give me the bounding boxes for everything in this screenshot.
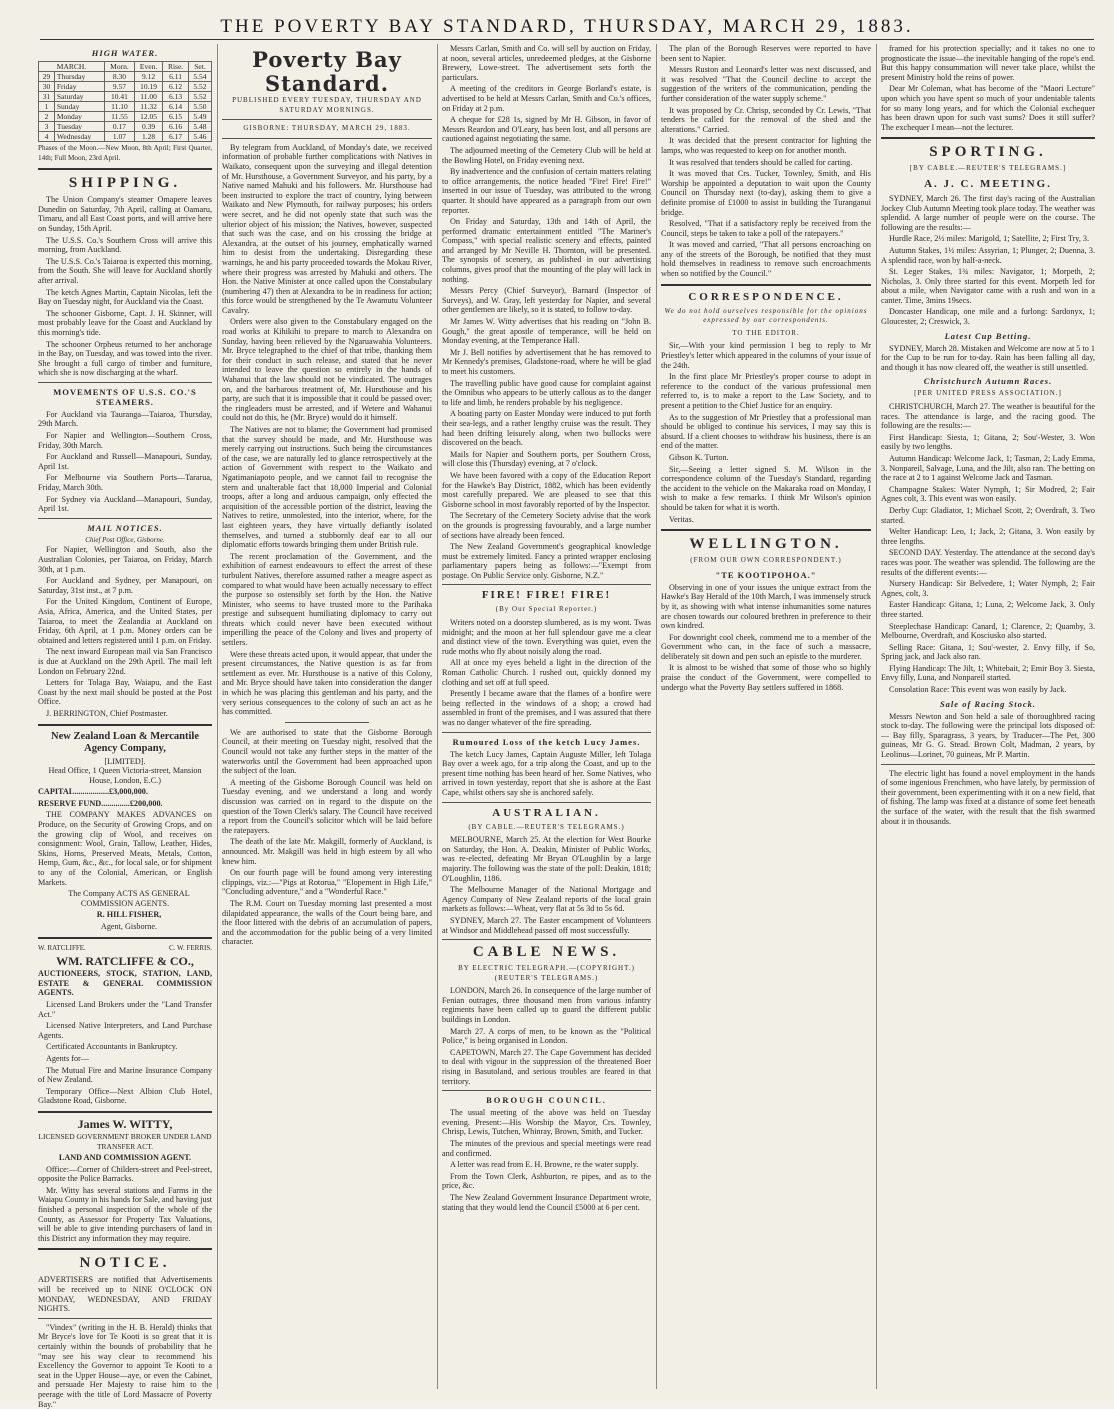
tide-cell: 6.14 bbox=[163, 102, 189, 112]
tide-cell: 11.55 bbox=[104, 112, 134, 122]
shipping-item: The U.S.S. Co.'s Southern Cross will arrive this morning, from Auckland. bbox=[38, 235, 212, 255]
rule bbox=[38, 518, 212, 519]
fire-paragraph: Presently I became aware that the flames of a bonfire were being reflected in the windows of a shop; a crowd had assembled in front of the premises, and I was assured that there was no danger whatever of the fire spreading. bbox=[442, 689, 651, 727]
mail-item: For the United Kingdom, Continent of Europe, Asia, Africa, America, and the United States, per Taiaroa, to meet the Zealandia at Auckland on Friday, 6th April, at 1 p.m. Money orders can be obtained and letters registered until 1 p.m. on Friday. bbox=[38, 597, 212, 645]
tide-cell: 0.39 bbox=[134, 122, 162, 132]
intro-text: framed for his protection specially; and it takes no one to prognosticate the issue—the inevitable hanging of the rope's end. But this happy consummation will never take place, whilst the present Ministry hold the reins of power. bbox=[881, 44, 1095, 82]
rule bbox=[442, 584, 651, 585]
tide-cell: 9.12 bbox=[134, 72, 162, 82]
tide-cell: 10.41 bbox=[104, 92, 134, 102]
rule bbox=[442, 802, 651, 803]
editorial-paragraph: Orders were also given to the Constabulary engaged on the road works at Kihikihi to prepare to march to Alexandra on Sunday, having been relieved by the Ngaruawahia Volunteers. Mr. Bryce telegraphed to the chief of that tribe, thanking them for their conduct in such release, and stated that he never intended to leave the question so entirely in the hands of Wahanui that the law should not be vindicated. The outrages on, and the barbarous treatment of, Mr. Hursthouse and his party, are such that it is impossible that it could be passed over; the ringleaders must be arrested, and if Wetere and Wahanui could not do this, he (Mr. Bryce) would do it himself. bbox=[222, 317, 432, 423]
race-result: Flying Handicap: The Jilt, 1; Whitebait, 2; Emir Boy 3. Siesta, Envy filly, Luna, and Nonpareil started. bbox=[881, 663, 1095, 683]
rule bbox=[442, 939, 651, 940]
cable-news bbox=[442, 986, 651, 1086]
tide-cell: 1.07 bbox=[104, 132, 134, 142]
tide-cell: 30 bbox=[39, 82, 55, 92]
nz-loan-heading: New Zealand Loan & Mercantile Agency Company, bbox=[51, 730, 199, 754]
race-result: Derby Cup: Gladiator, 1; Michael Scott, 2; Overdraft, 3. Two started. bbox=[881, 505, 1095, 525]
tide-header-morn: Morn. bbox=[104, 62, 134, 72]
letter-paragraph: In the first place Mr Priestley's proper course to adopt in reference to the conduct of the various professional men referred to, is to make a report to the Law Society, and to present a petition to the Chief Justice for an enquiry. bbox=[661, 372, 871, 410]
column-5 bbox=[881, 44, 1095, 1389]
race-result: SYDNEY, March 26. The first day's racing of the Australian Jockey Club Autumn Meeting took place today. The weather was splendid. A large number of people were on the course. The following are the results:— bbox=[881, 193, 1095, 232]
tide-title: HIGH WATER. bbox=[91, 48, 159, 58]
news-paragraph: The Secretary of the Cemetery Society advise that the work on the grounds is progressing favourably, and a large number of sections have already been fenced. bbox=[442, 511, 651, 540]
wellington-paragraph: Observing in one of your issues the unique extract from the Hawke's Bay Herald of the 10th March, I was immensely struck by it, as showing with what intense inhumanities some natures are chosen towards our coloured brethren in preference to their own kindred. bbox=[661, 582, 871, 631]
notice-heading: NOTICE. bbox=[79, 1255, 171, 1272]
movement-item: For Napier and Wellington—Southern Cross, Friday, 30th March. bbox=[38, 431, 212, 450]
rule bbox=[442, 1090, 651, 1091]
rule bbox=[442, 732, 651, 733]
publication-schedule: PUBLISHED EVERY TUESDAY, THURSDAY AND SATURDAY MORNINGS. bbox=[232, 96, 422, 114]
editorial-paragraph: By telegram from Auckland, of Monday's date, we received information of probable further complications with Natives in Waikato, consequent upon the surveying and illegal detention of Mr. Hursthouse, a Government Surveyor, and his party, by a Native named Mahuki and his followers. Mr. Hursthouse had been instructed to explore the tract of country, lying between Waikato and New Plymouth, for railway purposes; his orders were secret, and he did not openly state that such was the ulterior object of his mission; the Natives, however, suspected that such was the case, and on his crossing the bridge at Alexandra, at the outset of his journey, emphatically warned him to desist from the undertaking. Disregarding these warnings, he and his party proceeded towards the Mokau River, where their progress was arrested by Mahuki and others. The Hon. the Native Minister at once called upon the Constabulary (numbering 47) then at Alexandra to be in readiness for action; this force would be strengthened by the Te Awamutu Volunteer Cavalry. bbox=[222, 142, 432, 315]
rule bbox=[38, 168, 212, 170]
borough-paragraph: It was decided that the present contractor for lighting the lamps, who was requested to keep on for another month. bbox=[661, 136, 871, 155]
rule bbox=[38, 1318, 212, 1319]
movement-item: For Melbourne via Southern Ports—Tararua, Friday, March 30th. bbox=[38, 473, 212, 493]
correspondence-note: We do not hold ourselves responsible for the opinions expressed by our correspondents. bbox=[664, 306, 868, 325]
tide-cell: 1 bbox=[39, 102, 55, 112]
rule bbox=[38, 1248, 212, 1250]
vindex-text: "Vindex" (writing in the H. B. Herald) thinks that Mr Bryce's love for Te Kooti is so great that it is certainly within the bounds of probability that he "may see his way clear to recommend his Excellency the Governor to appoint Te Kooti to a seat in the Upper House—aye, or even the Cabinet, and persuade Her Majesty to raise him to the peerage with the title of Lord Massacre of Poverty Bay." bbox=[38, 1322, 212, 1409]
ferris-name: C. W. FERRIS. bbox=[169, 943, 212, 952]
tide-cell: 12.05 bbox=[134, 112, 162, 122]
editorial-paragraph: Were these threats acted upon, it would appear, that under the present circumstances, the Native question is as far from settlement as ever. Mr. Hursthouse is a native of this Colony, and Mr. Bryce should have taken into consideration the danger in which he was placing this gentleman and his party, and the very serious consequences to the colony of such an act as he has committed. bbox=[222, 649, 432, 717]
tide-cell: 0.17 bbox=[104, 122, 134, 132]
borough-news bbox=[442, 1108, 651, 1212]
tide-header-month: MARCH. bbox=[39, 62, 105, 72]
tide-cell: Monday bbox=[54, 112, 104, 122]
borough-paragraph: It was resolved that tenders should be called for carting. bbox=[669, 157, 853, 167]
news-paragraph: We have been favored with a copy of the Education Report for the Hawke's Bay District, 1882, which has been evidently most carefully prepared. We are pleased to see that this Gisborne school in most favorably reported of by the Inspector. bbox=[442, 470, 651, 509]
news-paragraph: The adjourned meeting of the Cemetery Club will be held at the Bowling Hotel, on Friday evening next. bbox=[442, 145, 651, 165]
rule bbox=[38, 382, 212, 383]
rule bbox=[38, 937, 212, 939]
mail-list bbox=[38, 545, 212, 718]
correspondence-to: TO THE EDITOR. bbox=[732, 328, 800, 337]
borough-continued bbox=[661, 44, 871, 279]
rule bbox=[38, 724, 212, 726]
tide-cell: 6.15 bbox=[163, 112, 189, 122]
ajc-heading: A. J. C. MEETING. bbox=[924, 177, 1052, 190]
local-news bbox=[222, 728, 432, 947]
news-paragraph: A cheque for £28 1s, signed by Mr H. Gibson, in favor of Messrs Reardon and O'Leary, has been lost, and all persons are cautioned against negotiating the same. bbox=[442, 115, 651, 144]
borough-paragraph: It was moved that Crs. Tucker, Townley, Smith, and His Worship be appointed a deputation to wait upon the County Council on Thursday next (to-day), asking them to give a definite promise of £1000 to assist in building the Turanganui bridge. bbox=[661, 169, 871, 217]
tide-cell: 11.32 bbox=[134, 102, 162, 112]
tide-row bbox=[39, 102, 212, 112]
borough-paragraph: It was moved and carried, "That all persons encroaching on any of the streets of the Borough, be notified that they must hold themselves in readiness to remove such encroachments when so notified by the Council." bbox=[661, 240, 871, 279]
tide-cell: 6.11 bbox=[163, 72, 189, 82]
race-result: Nursery Handicap: Sir Belvedere, 1; Water Nymph, 2; Fair Agnes, colt, 3. bbox=[881, 579, 1095, 598]
witty-text: Mr. Witty has several stations and Farms in the Waiapu County in his hands for Sale, and having just finished a personal inspection of the whole of the County, as Assessor for Property Tax Valuations, will be able to give intending purchasers of land in this District any information they may require. bbox=[38, 1185, 212, 1243]
news-paragraph: Messrs Percy (Chief Surveyor), Barnard (Inspector of Surveys), and W. Gray, left yesterday for Napier, and several other gentlemen are likely, so it is stated, to follow to-day. bbox=[442, 286, 651, 315]
ratcliffe-line: Temporary Office—Next Albion Club Hotel, Gladstone Road, Gisborne. bbox=[38, 1086, 212, 1106]
column-divider bbox=[437, 44, 438, 1389]
masthead: THE POVERTY BAY STANDARD, THURSDAY, MARCH 29, 1883. bbox=[40, 10, 1094, 40]
moon-phases: Phases of the Moon.—New Moon, 8th April; First Quarter, 14th; Full Moon, 23rd April. bbox=[38, 144, 212, 162]
betting-heading: Latest Cup Betting. bbox=[944, 330, 1032, 341]
rule bbox=[38, 1111, 212, 1113]
borough-paragraph: A letter was read from E. H. Browne, re the water supply. bbox=[450, 1160, 639, 1170]
borough-paragraph: It was proposed by Cr. Chrisp, seconded by Cr. Lewis, "That tenders be called for the removal of the shed and the alterations." Carried. bbox=[661, 105, 871, 134]
news-paragraph: The New Zealand Government's geographical knowledge must be extremely limited. Fancy a printed wrapper enclosing parliamentary papers being as follows:—"Exempt from postage. On Public Service only. Gisborne, N.Z." bbox=[442, 542, 651, 580]
shipping-item: The schooner Gisborne, Capt. J. H. Skinner, will most probably leave for the Coast and Auckland by this morning's tide. bbox=[38, 308, 212, 337]
tide-cell: Friday bbox=[54, 82, 104, 92]
tide-header-rise: Rise. bbox=[163, 62, 189, 72]
news-paragraph: The death of the late Mr. Makgill, formerly of Auckland, is announced. Mr. Makgill was held in high esteem by all who knew him. bbox=[222, 837, 432, 866]
ratcliffe-line: Licensed Native Interpreters, and Land Purchase Agents. bbox=[38, 1021, 212, 1040]
tide-header-set: Set. bbox=[188, 62, 211, 72]
tide-cell: 8.30 bbox=[104, 72, 134, 82]
mail-heading: MAIL NOTICES. bbox=[87, 522, 163, 533]
rule bbox=[881, 137, 1095, 139]
news-paragraph: On Friday and Saturday, 13th and 14th of April, the performed dramatic entertainment entitled "The Mariner's Compass," with special realistic scenery and effects, painted and arranged by Mr Neville H. Thornton, will be presented. The synopsis of scenery, as published in our advertising columns, gives proof that the mounting of the play will lack in nothing. bbox=[442, 217, 651, 284]
tide-row bbox=[39, 122, 212, 132]
rumoured-heading: Rumoured Loss of the ketch Lucy James. bbox=[452, 736, 641, 747]
fire-heading: FIRE! FIRE! FIRE! bbox=[481, 589, 612, 602]
fire-paragraph: All at once my eyes beheld a light in the direction of the Roman Catholic Church. I rushed out, quickly donned my clothing and set off at full speed. bbox=[442, 658, 651, 687]
race-result: Doncaster Handicap, one mile and a furlong: Sardonyx, 1; Gloucester, 2; Creswick, 3. bbox=[881, 307, 1095, 327]
tide-cell: 29 bbox=[39, 72, 55, 82]
news-paragraph: We are authorised to state that the Gisborne Borough Council, at their meeting on Tuesday night, resolved that the Council would not take any further steps in the matter of the waterworks until the Government had been approached upon the subject of the loan. bbox=[222, 727, 432, 776]
tide-cell: Sunday bbox=[54, 102, 104, 112]
nz-loan-agents: The Company ACTS AS GENERAL COMMISSION AGENTS. bbox=[68, 889, 190, 908]
intro-text-2: Dear Mr Coleman, what has become of the "Maori Lecture" upon which you have spent so much of your undeniable talents for so many long years, and for which the Colonial exchequer has been drawn upon for such vast sums? Does it still suffer? The exchequer I mean—not the lecturer. bbox=[881, 84, 1095, 132]
ratcliffe-line: Certificated Accountants in Bankruptcy. bbox=[46, 1042, 178, 1052]
paper-title: Poverty Bay Standard. bbox=[252, 47, 402, 96]
news-paragraph: A meeting of the creditors in George Borland's estate, is advertised to be held at Messrs Carlan, Smith and Co.'s offices, on Friday at 2 p.m. bbox=[442, 84, 651, 113]
race-result: CHRISTCHURCH, March 27. The weather is beautiful for the races. The attendance is large, and the racing good. The following are the results:— bbox=[881, 402, 1095, 431]
sale-text: Messrs Newton and Son held a sale of thoroughbred racing stock to-day. The following were the principal lots disposed of:— Bay filly, Sparagrass, 3 years, by Traducer—The Pet, 300 guineas, Mr G. G. Stead. Brown Colt, Madman, 2 years, by Leolinus—Lorinet, 70 guineas, Mr P. Martin. bbox=[881, 711, 1095, 760]
tide-cell: 6.17 bbox=[163, 132, 189, 142]
rule bbox=[222, 119, 432, 120]
cable-heading: CABLE NEWS. bbox=[472, 944, 621, 961]
tide-cell: 1.28 bbox=[134, 132, 162, 142]
nz-loan-reserve: RESERVE FUND..............£200,000. bbox=[38, 798, 163, 808]
column-4 bbox=[661, 44, 871, 1389]
tide-row bbox=[39, 92, 212, 102]
mail-item: J. BERRINGTON, Chief Postmaster. bbox=[46, 708, 168, 718]
column-2 bbox=[222, 44, 432, 1389]
ratcliffe-line: Agents for— bbox=[46, 1053, 89, 1063]
race-result: First Handicap: Siesta, 1; Gitana, 2; Sou'-Wester, 3. Won easily by two lengths. bbox=[881, 432, 1095, 452]
news-paragraph: Mails for Napier and Southern ports, per Southern Cross, will close this (Thursday) evening, at 7 o'clock. bbox=[442, 449, 651, 469]
rule bbox=[661, 529, 871, 531]
australian-paragraph: The Melbourne Manager of the National Mortgage and Agency Company of New Zealand reports of the local grain markets as follows:—Wheat, very flat at 5s 3d to 5s 6d. bbox=[442, 885, 651, 914]
race-result: Autumn Stakes, 1½ miles: Assyrian, 1; Plunger, 2; Duenna, 3. A splendid race, won by half-a-neck. bbox=[881, 245, 1095, 265]
notice-text: ADVERTISERS are notified that Advertisements will be received up to NINE O'CLOCK ON MONDAY, WEDNESDAY, AND FRIDAY NIGHTS. bbox=[38, 1275, 212, 1314]
borough-paragraph: Resolved, "That if a satisfactory reply be received from the Council, steps be taken to take a poll of the ratepayers." bbox=[661, 219, 871, 238]
tide-cell: 5.49 bbox=[188, 112, 211, 122]
tide-header-even: Even. bbox=[134, 62, 162, 72]
australian-heading: AUSTRALIAN. bbox=[492, 806, 601, 819]
news-paragraph: The travelling public have good cause for complaint against the Omnibus who appears to be utterly callous as to the danger to life and limb, he renders probable by his negligence. bbox=[442, 378, 651, 407]
witty-office: Office:—Corner of Childers-street and Peel-street, opposite the Police Barracks. bbox=[38, 1164, 212, 1184]
ratcliffe-text: AUCTIONEERS, STOCK, STATION, LAND, ESTATE & GENERAL COMMISSION AGENTS. bbox=[38, 969, 212, 998]
witty-land: LAND AND COMMISSION AGENT. bbox=[58, 1153, 192, 1163]
tide-row bbox=[39, 132, 212, 142]
news-paragraph: A meeting of the Gisborne Borough Council was held on Tuesday evening, and we understand a long and wordy discussion was carried on in regard to the dispute on the question of the Town Clerk's salary. The Council have received a report from the Council's solicitor which will be laid before the ratepayers. bbox=[222, 777, 432, 835]
tide-cell: Thursday bbox=[54, 72, 104, 82]
race-result: Welter Handicap: Leo, 1; Jack, 2; Gitana, 3. Won easily by three lengths. bbox=[881, 527, 1095, 546]
movements-list bbox=[38, 410, 212, 514]
fire-sub: (By Our Special Reporter.) bbox=[495, 605, 598, 614]
wellington-paragraph: For downright cool cheek, commend me to a member of the Government who can, in the face of such a massacre, deliberately sit down and pen such an epistle to the murderer. bbox=[661, 632, 871, 661]
rule bbox=[222, 138, 432, 139]
witty-sub: LICENSED GOVERNMENT BROKER UNDER LAND TRANSFER ACT. bbox=[38, 1131, 212, 1151]
race-result: Champagne Stakes: Water Nymph, 1; Sir Modred, 2; Fair Agnes colt, 3. This event was won easily. bbox=[881, 484, 1095, 504]
betting-text: SYDNEY, March 28. Mistaken and Welcome are now at 5 to 1 for the Cup to be run for to-day. Rain has been falling all day, and though it has now cleared off, the weather is still unsettled. bbox=[881, 343, 1095, 372]
tide-cell: 11.10 bbox=[104, 102, 134, 112]
mail-item: For Napier, Wellington and South, also the Australian Colonies, per Taiaroa, on Friday, March 30th, at 1 p.m. bbox=[38, 545, 212, 574]
correspondence-letters bbox=[661, 341, 871, 524]
column-divider bbox=[217, 44, 218, 1389]
australian-paragraph: MELBOURNE, March 25. At the election for West Bourke on Saturday, the Hon. A. Deakin, Minister of Public Works, was re-elected, defeating Mr Bryan O'Loughlin by a large majority. The following was the state of the poll: Deakin, 1818; O'Loughlin, 1186. bbox=[442, 835, 651, 883]
column-divider bbox=[656, 44, 657, 1389]
australian-sub: (BY CABLE.—REUTER'S TELEGRAMS.) bbox=[468, 822, 625, 831]
column-divider bbox=[876, 44, 877, 1389]
australian-news bbox=[442, 835, 651, 935]
wellington-article bbox=[661, 583, 871, 693]
cable-sub: BY ELECTRIC TELEGRAPH.—(COPYRIGHT.) (REUTER'S TELEGRAMS.) bbox=[458, 964, 635, 982]
ratcliffe-list bbox=[38, 1000, 212, 1106]
shipping-list bbox=[38, 195, 212, 378]
borough-paragraph: Messrs Ruston and Leonard's letter was next discussed, and it was resolved "That the Council decline to accept the suggestion of the writers of the communication, pending the further consideration of the water supply scheme." bbox=[661, 65, 871, 103]
wellington-sub: (FROM OUR OWN CORRESPONDENT.) bbox=[690, 556, 842, 565]
letter-paragraph: Veritas. bbox=[669, 514, 694, 524]
wellington-paragraph: It is almost to be wished that some of those who so highly praise the conduct of the Government, were compelled to undergo what the Poverty Bay settlers suffered in 1868. bbox=[661, 663, 871, 692]
tide-cell: 5.52 bbox=[188, 82, 211, 92]
borough-paragraph: The New Zealand Government Insurance Department wrote, stating that they would lend the Council £5000 at 6 per cent. bbox=[442, 1192, 651, 1212]
shipping-item: The ketch Agnes Martin, Captain Nicolas, left the Bay on Tuesday night, for Auckland via the Coast. bbox=[38, 287, 212, 307]
electric-light-text: The electric light has found a novel employment in the hands of some ingenious Frenchmen, who have lately, by permission of their government, been experimenting with it on a new field, that of fishing. The lamp was fixed at a distance of some feet beneath the surface of the water, with the result that the fish swarmed about it in thousands. bbox=[881, 768, 1095, 826]
fire-paragraph: Writers noted on a doorstep slumbered, as is my wont. Twas midnight; and the moon at her full splendour gave me a clear and distinct view of the town. Everything was quiet, even the rude moths who fly about noisily along the road. bbox=[442, 618, 651, 656]
christchurch-heading: Christchurch Autumn Races. bbox=[923, 376, 1053, 387]
tide-cell: 11.00 bbox=[134, 92, 162, 102]
movement-item: For Auckland and Russell—Manapouri, Sunday, April 1st. bbox=[38, 452, 212, 471]
sporting-heading: SPORTING. bbox=[929, 144, 1047, 161]
nz-loan-fisher: R. HILL FISHER, bbox=[96, 910, 162, 920]
editorial-paragraph: The recent proclamation of the Government, and the exhibition of earnest endeavours to effect the arrest of these turbulent Natives, therefore assumed rather a meagre aspect as compared to what would have been actually necessary to effect the purpose so ostensibly set forth by the Hon. the Native Minister, who seems to have trusted more to the Parihaka prestige and subsequent humiliating diplomacy to carry out threats which could never have been executed without imperilling the peace of the Colony and lives and property of settlers. bbox=[222, 551, 432, 648]
nz-loan-office: Head Office, 1 Queen Victoria-street, Mansion House, London, E.C.) bbox=[48, 766, 202, 785]
tide-cell: 9.57 bbox=[104, 82, 134, 92]
ratcliffe-line: Licensed Land Brokers under the "Land Transfer Act." bbox=[38, 999, 212, 1019]
wellington-title: "TE KOOTIPOHOA." bbox=[715, 569, 817, 580]
local-paragraphs bbox=[442, 44, 651, 580]
race-result: St. Leger Stakes, 1¾ miles: Navigator, 1; Morpeth, 2; Nicholas, 3. Only three started for this event. Morpeth led for about a mile, when Navigator came with a rush and won in a canter. Time, 3mins 19secs. bbox=[881, 267, 1095, 305]
shipping-item: The schooner Orpheus returned to her anchorage in the Bay, on Tuesday, and was towed into the river. She brought a full cargo of timber and furniture, which she is now discharging at the wharf. bbox=[38, 339, 212, 378]
tide-cell: 6.13 bbox=[163, 92, 189, 102]
mail-subheading: Chief Post Office, Gisborne. bbox=[85, 535, 165, 544]
tide-body bbox=[39, 72, 212, 142]
letter-paragraph: Sir,—With your kind permission I beg to reply to Mr Priestley's letter which appeared in the columns of your issue of the 24th. bbox=[661, 341, 871, 370]
tide-cell: 4 bbox=[39, 132, 55, 142]
race-result: Selling Race: Gitana, 1; Sou'-wester, 2. Envy filly, if So, Spring jack, and Jack also ran. bbox=[881, 642, 1095, 662]
news-paragraph: Messrs Carlan, Smith and Co. will sell by auction on Friday, at noon, several articles, unredeemed pledges, at the Gisborne Brewery, Lowe-street. The advertisement sets forth the particulars. bbox=[442, 44, 651, 82]
tide-cell: 3 bbox=[39, 122, 55, 132]
news-paragraph: The R.M. Court on Tuesday morning last presented a most dilapidated appearance, the walls of the Court being bare, and the floor littered with the debris of an accumulation of papers, and the accommodation for the public being of a very limited character. bbox=[222, 898, 432, 947]
news-paragraph: By inadvertence and the confusion of certain matters relating to office arrangements, the notice headed "Fire! Fire! Fire!" inserted in our issue of Tuesday, was attributed to the wrong quarter. It should have appeared as a paragraph from our own reporter. bbox=[442, 167, 651, 215]
movement-item: For Sydney via Auckland—Manapouri, Sunday, April 1st. bbox=[38, 494, 212, 514]
nz-loan-agent: Agent, Gisborne. bbox=[100, 922, 158, 931]
ratcliffe-name: W. RATCLIFFE. bbox=[38, 943, 86, 952]
race-result: Consolation Race: This event was won easily by Jack. bbox=[889, 685, 1067, 695]
race-result: Steeplechase Handicap: Canard, 1; Clarence, 2; Quamby, 3. Melbourne, Overdraft, and Kosciusko also started. bbox=[881, 621, 1095, 641]
mail-item: The next inward European mail via San Francisco is due at Auckland on the 29th April. The mail left London on February 22nd. bbox=[38, 647, 212, 676]
borough-paragraph: From the Town Clerk, Ashburton, re pipes, and as to the price, &c. bbox=[442, 1171, 651, 1191]
news-paragraph: On our fourth page will be found among very interesting clippings, viz.:—"Pigs at Rotorua," "Elopement in High Life," "Concluding adventure," and a "Wonderful Race." bbox=[222, 868, 432, 897]
tide-row bbox=[39, 82, 212, 92]
mail-item: Letters for Tolaga Bay, Waiapu, and the East Coast by the next mail should be posted at the Post Office. bbox=[38, 678, 212, 707]
movement-item: For Auckland via Tauranga—Taiaroa, Thursday, 29th March. bbox=[38, 409, 212, 429]
sporting-sub: [BY CABLE.—REUTER'S TELEGRAMS.] bbox=[909, 164, 1067, 173]
ratcliffe-line: The Mutual Fire and Marine Insurance Company of New Zealand. bbox=[38, 1065, 212, 1085]
news-paragraph: Mr J. Bell notifies by advertisement that he has removed to Mr Kennedy's premises, Gladstone-road, where he will be glad to meet his customers. bbox=[442, 347, 651, 376]
ratcliffe-heading: WM. RATCLIFFE & CO., bbox=[56, 954, 194, 969]
borough-paragraph: The usual meeting of the above was held on Tuesday evening. Present:—His Worship the Mayor, Crs. Townley, Chrisp, Lewis, Tutchen, Whinray, Brown, Smith, and Tucker. bbox=[442, 1108, 651, 1137]
rule bbox=[285, 722, 369, 723]
correspondence-heading: CORRESPONDENCE. bbox=[688, 290, 844, 303]
column-3 bbox=[442, 44, 651, 1389]
tide-cell: 5.46 bbox=[188, 132, 211, 142]
nz-loan-capital: CAPITAL.................£3,000,000. bbox=[38, 787, 148, 797]
race-result: SECOND DAY. Yesterday. The attendance at the second day's races was poor. The weather was splendid. The following are the results of the different events:— bbox=[881, 548, 1095, 577]
tide-table bbox=[38, 61, 212, 142]
tide-cell: 5.54 bbox=[188, 72, 211, 82]
race-result: Autumn Handicap: Welcome Jack, 1; Tasman, 2; Lady Emma, 3. Nonpareil, Salvage, Luna, and the Jilt, also ran. The betting on the race at 2 to 1 against Welcome Jack and Tasman. bbox=[881, 454, 1095, 483]
tide-cell: 6.16 bbox=[163, 122, 189, 132]
rumoured-text: The ketch Lucy James, Captain Auguste Miller, left Tolaga Bay over a week ago, for a trip along the Coast, and up to the present time nothing has been heard of her. Some Natives, who arrived in town yesterday, report that she is ashore at the East Cape, whilst others say she is anchored safely. bbox=[442, 749, 651, 797]
australian-paragraph: SYDNEY, March 27. The Easter encampment of Volunteers at Windsor and Middlehead passed off most successfully. bbox=[442, 915, 651, 935]
christchurch-results bbox=[881, 402, 1095, 695]
borough-heading: BOROUGH COUNCIL. bbox=[486, 1095, 607, 1106]
race-result: Hurdle Race, 2½ miles: Marigold, 1; Satellite, 2; First Try, 3. bbox=[889, 234, 1090, 244]
cable-paragraph: CAPETOWN, March 27. The Cape Government has decided to deal with vigour in the suppression of the threatened Boer rising in Basutoland, and serious troubles are feared in that territory. bbox=[442, 1047, 651, 1086]
shipping-heading: SHIPPING. bbox=[68, 175, 182, 192]
borough-paragraph: The plan of the Borough Reserves were reported to have been sent to Napier. bbox=[661, 44, 871, 63]
fire-article bbox=[442, 618, 651, 728]
rule bbox=[661, 284, 871, 286]
shipping-item: The Union Company's steamer Omapere leaves Dunedin on Saturday, 7th April, calling at Oamaru, Timaru, and all East Coast ports, and will arrive here on Sunday, 15th April. bbox=[38, 195, 212, 233]
news-paragraph: A boating party on Easter Monday were induced to put forth their sea-legs, and a rather lengthy cruise was the result. They had been drifting leisurely along, when two bullocks were discovered on the beach. bbox=[442, 409, 651, 448]
tide-cell: Saturday bbox=[54, 92, 104, 102]
mail-item: For Auckland and Sydney, per Manapouri, on Saturday, 31st inst., at 7 p.m. bbox=[38, 576, 212, 595]
news-paragraph: Mr James W. Witty advertises that his reading on "John B. Gough," the great apostle of temperance, will be held on Monday evening, at the Temperance Hall. bbox=[442, 317, 651, 346]
tide-cell: 5.48 bbox=[188, 122, 211, 132]
column-1 bbox=[38, 44, 212, 1409]
letter-paragraph: As to the suggestion of Mr Priestley that a professional man should be obliged to continue his services, I may say this is absurd. If a client chooses to withdraw his business, there is an end of the matter. bbox=[661, 412, 871, 451]
letter-paragraph: Sir,—Seeing a letter signed S. M. Wilson in the correspondence column of the Tuesday's Standard, regarding the accident to the vehicle on the Makaraka road on Monday, I wish to make a few remarks. I think Mr Wilson's opinion should be taken for what it is worth. bbox=[661, 464, 871, 512]
dateline: GISBORNE: THURSDAY, MARCH 29, 1883. bbox=[243, 124, 411, 133]
witty-heading: James W. WITTY, bbox=[77, 1116, 173, 1131]
tide-cell: 5.50 bbox=[188, 102, 211, 112]
tide-cell: Wednesday bbox=[54, 132, 104, 142]
christchurch-sub: [PER UNITED PRESS ASSOCIATION.] bbox=[914, 389, 1062, 398]
editorial bbox=[222, 143, 432, 717]
rule bbox=[881, 764, 1095, 765]
race-result: Easter Handicap: Gitana, 1; Luna, 2; Welcome Jack, 3. Only three started. bbox=[881, 600, 1095, 619]
tide-cell: 6.12 bbox=[163, 82, 189, 92]
editorial-paragraph: The Natives are not to blame; the Government had promised that the survey should be made, and Mr. Hursthouse was merely carrying out instructions. Such being the circumstances of the case, we are naturally led to glance retrospectively at the action of Government with respect to the Waikato and Ngatimaniapoto people, and we cannot fail to recognise the stern and unalterable fact that 18,000 Imperial and Colonial troops, after a long and arduous campaign, only effected the acquisition of the accessible portion of the district, leaving the Natives to retire, unmolested, into the interior, where, for the last eighteen years, they have virtually defiantly isolated themselves, and turned a stubbornly deaf ear to all our diplomatic efforts towards bringing them under British rule. bbox=[222, 425, 432, 550]
tide-cell: 5.52 bbox=[188, 92, 211, 102]
tide-row bbox=[39, 72, 212, 82]
shipping-item: The U.S.S. Co.'s Taiaroa is expected this morning, from the South. She will leave for Auckland shortly after arrival. bbox=[38, 256, 212, 285]
wellington-heading: WELLINGTON. bbox=[689, 536, 843, 553]
tide-row bbox=[39, 112, 212, 122]
cable-paragraph: March 27. A corps of men, to be known as the "Political Police," is being organised in London. bbox=[442, 1026, 651, 1046]
nz-loan-limited: [LIMITED]. bbox=[104, 756, 146, 766]
tide-cell: 2 bbox=[39, 112, 55, 122]
ajc-results bbox=[881, 194, 1095, 327]
tide-cell: Tuesday bbox=[54, 122, 104, 132]
letter-paragraph: Gibson K. Turton. bbox=[669, 452, 729, 462]
cable-paragraph: LONDON, March 26. In consequence of the large number of Fenian outrages, three thousand men from various infantry regiments have been called up to guard the different public buildings in London. bbox=[442, 986, 651, 1025]
sale-heading: Sale of Racing Stock. bbox=[939, 698, 1037, 709]
borough-paragraph: The minutes of the previous and special meetings were read and confirmed. bbox=[442, 1139, 651, 1158]
movements-heading: MOVEMENTS OF U.S.S. CO.'S STEAMERS. bbox=[53, 386, 197, 407]
tide-cell: 31 bbox=[39, 92, 55, 102]
nz-loan-text: THE COMPANY MAKES ADVANCES on Produce, on the Security of Growing Crops, and on the growing clip of Wool, and receives on consignment: Wool, Grain, Tallow, Leather, Hides, Skins, Horns, Preserved Meats, Metals, Cotton, Hemp, Gum, &c., &c., for local sale, or for shipment to any of the Colonial, American, or English Markets. bbox=[38, 810, 212, 887]
tide-cell: 10.19 bbox=[134, 82, 162, 92]
